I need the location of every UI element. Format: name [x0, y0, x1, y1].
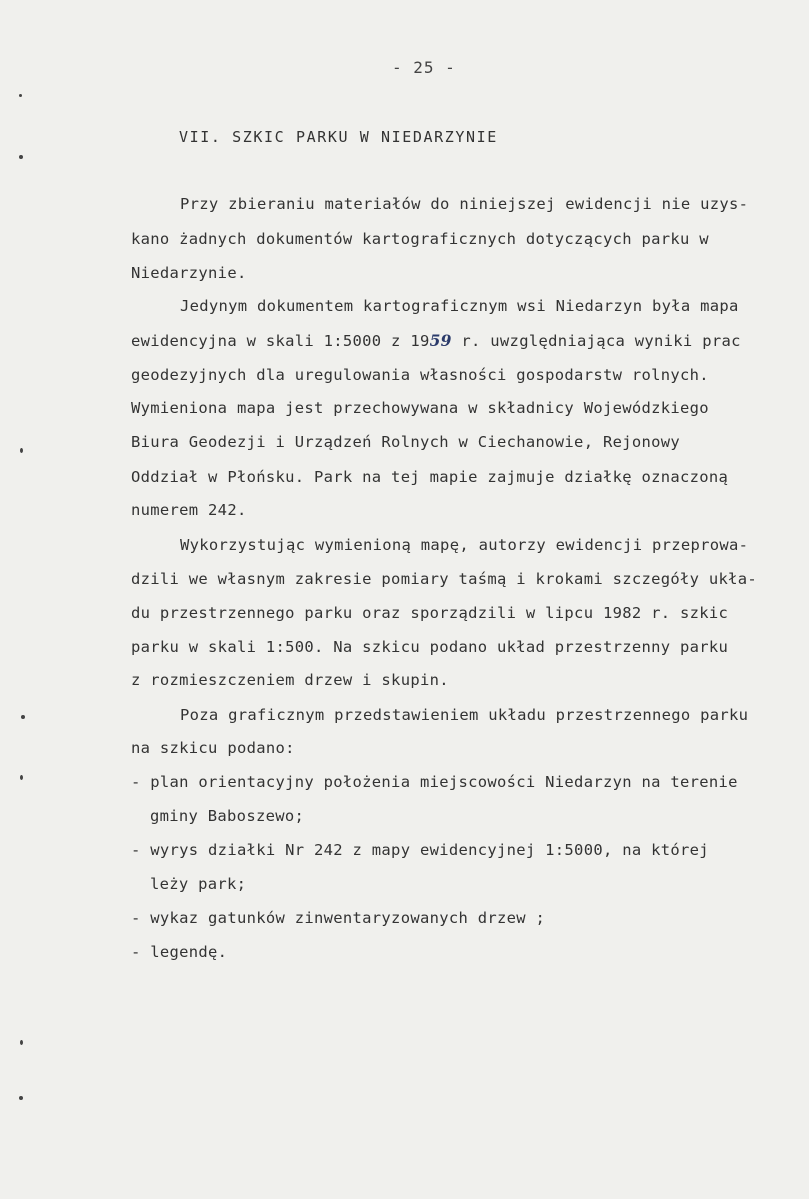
paragraph-1-line-2: kano żadnych dokumentów kartograficznych dotyczących parku w	[131, 230, 709, 248]
list-item-3: - wykaz gatunków zinwentaryzowanych drzew ;	[131, 909, 546, 927]
margin-mark	[19, 94, 22, 97]
paragraph-2-line-3: geodezyjnych dla uregulowania własności gospodarstw rolnych.	[131, 366, 709, 384]
paragraph-2-line-5: Biura Geodezji i Urządzeń Rolnych w Ciechanowie, Rejonowy	[131, 433, 681, 451]
paragraph-2-line-4: Wymieniona mapa jest przechowywana w składnicy Wojewódzkiego	[131, 399, 709, 417]
margin-mark	[19, 1096, 23, 1100]
paragraph-3-line-5: z rozmieszczeniem drzew i skupin.	[131, 671, 449, 689]
paragraph-3-line-3: du przestrzennego parku oraz sporządzili w lipcu 1982 r. szkic	[131, 604, 729, 622]
paragraph-4-line-2: na szkicu podano:	[131, 739, 295, 757]
list-item-2-continuation: leży park;	[150, 875, 247, 893]
paragraph-3-line-4: parku w skali 1:500. Na szkicu podano układ przestrzenny parku	[131, 638, 729, 656]
margin-mark	[20, 448, 23, 453]
list-item-2: - wyrys działki Nr 242 z mapy ewidencyjnej 1:5000, na której	[131, 841, 709, 859]
page-number: - 25 -	[392, 58, 456, 77]
paragraph-2-line-7: numerem 242.	[131, 501, 247, 519]
paragraph-2-line-2-end: r. uwzględniająca wyniki prac	[451, 332, 741, 350]
list-item-1-continuation: gminy Baboszewo;	[150, 807, 305, 825]
paragraph-2-line-1: Jedynym dokumentem kartograficznym wsi Niedarzyn była mapa	[180, 297, 739, 315]
section-heading: VII. SZKIC PARKU W NIEDARZYNIE	[179, 128, 498, 146]
paragraph-2-line-6: Oddział w Płońsku. Park na tej mapie zajmuje działkę oznaczoną	[131, 468, 729, 486]
margin-mark	[19, 155, 23, 159]
paragraph-1-line-1: Przy zbieraniu materiałów do niniejszej ewidencji nie uzys-	[180, 195, 749, 213]
paragraph-4-line-1: Poza graficznym przedstawieniem układu przestrzennego parku	[180, 706, 749, 724]
handwritten-year: 59	[429, 331, 452, 350]
margin-mark	[20, 775, 23, 780]
list-item-4: - legendę.	[131, 943, 228, 961]
margin-mark	[20, 1040, 23, 1045]
margin-mark	[21, 715, 25, 719]
paragraph-2-line-2-start: ewidencyjna w skali 1:5000 z 19	[131, 332, 430, 350]
list-item-1: - plan orientacyjny położenia miejscowości Niedarzyn na terenie	[131, 773, 738, 791]
paragraph-3-line-1: Wykorzystując wymienioną mapę, autorzy ewidencji przeprowa-	[180, 536, 749, 554]
paragraph-3-line-2: dzili we własnym zakresie pomiary taśmą i krokami szczegóły ukła-	[131, 570, 758, 588]
paragraph-2-line-2	[131, 331, 741, 351]
paragraph-1-line-3: Niedarzynie.	[131, 264, 247, 282]
